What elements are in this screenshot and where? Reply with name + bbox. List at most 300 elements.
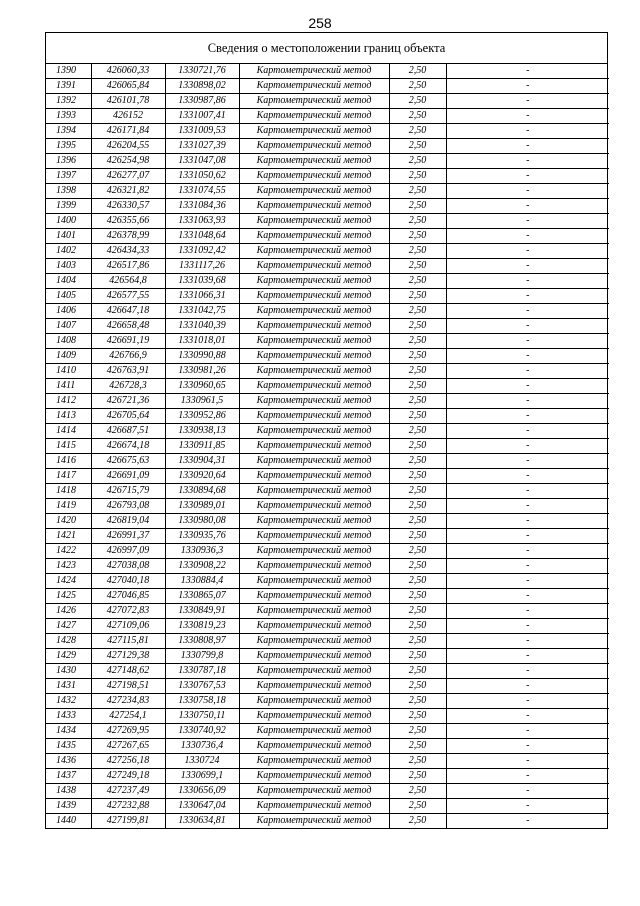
y-coordinate-cell: 1330799,8	[165, 649, 239, 664]
y-coordinate-cell: 1330961,5	[165, 394, 239, 409]
point-number-cell: 1394	[46, 124, 91, 139]
x-coordinate-cell: 426577,55	[91, 289, 165, 304]
precision-cell: 2,50	[389, 229, 446, 244]
page-number: 258	[308, 15, 332, 31]
table-row	[46, 814, 609, 829]
point-number-cell: 1427	[46, 619, 91, 634]
table-row	[46, 754, 609, 769]
precision-cell: 2,50	[389, 214, 446, 229]
method-cell: Картометрический метод	[239, 379, 389, 394]
point-number-cell: 1437	[46, 769, 91, 784]
method-cell: Картометрический метод	[239, 109, 389, 124]
method-cell: Картометрический метод	[239, 604, 389, 619]
x-coordinate-cell: 426330,57	[91, 199, 165, 214]
point-number-cell: 1391	[46, 79, 91, 94]
table-row	[46, 79, 609, 94]
y-coordinate-cell: 1331009,53	[165, 124, 239, 139]
table-row	[46, 694, 609, 709]
point-number-cell: 1421	[46, 529, 91, 544]
table-row	[46, 619, 609, 634]
point-number-cell: 1396	[46, 154, 91, 169]
y-coordinate-cell: 1330920,64	[165, 469, 239, 484]
precision-cell: 2,50	[389, 799, 446, 814]
method-cell: Картометрический метод	[239, 664, 389, 679]
table-row	[46, 664, 609, 679]
point-number-cell: 1420	[46, 514, 91, 529]
x-coordinate-cell: 427237,49	[91, 784, 165, 799]
method-cell: Картометрический метод	[239, 244, 389, 259]
point-number-cell: 1426	[46, 604, 91, 619]
x-coordinate-cell: 427256,18	[91, 754, 165, 769]
table-row	[46, 154, 609, 169]
point-number-cell: 1411	[46, 379, 91, 394]
x-coordinate-cell: 427199,81	[91, 814, 165, 829]
point-number-cell: 1403	[46, 259, 91, 274]
table-row	[46, 214, 609, 229]
table-row	[46, 184, 609, 199]
point-number-cell: 1440	[46, 814, 91, 829]
point-number-cell: 1423	[46, 559, 91, 574]
precision-cell: 2,50	[389, 754, 446, 769]
x-coordinate-cell: 426060,33	[91, 64, 165, 79]
x-coordinate-cell: 427269,95	[91, 724, 165, 739]
method-cell: Картометрический метод	[239, 619, 389, 634]
x-coordinate-cell: 426991,37	[91, 529, 165, 544]
y-coordinate-cell: 1330740,92	[165, 724, 239, 739]
precision-cell: 2,50	[389, 349, 446, 364]
point-number-cell: 1397	[46, 169, 91, 184]
table-row	[46, 514, 609, 529]
y-coordinate-cell: 1330656,09	[165, 784, 239, 799]
point-number-cell: 1430	[46, 664, 91, 679]
y-coordinate-cell: 1330865,07	[165, 589, 239, 604]
method-cell: Картометрический метод	[239, 424, 389, 439]
method-cell: Картометрический метод	[239, 754, 389, 769]
point-number-cell: 1392	[46, 94, 91, 109]
description-cell: -	[446, 394, 609, 409]
method-cell: Картометрический метод	[239, 214, 389, 229]
precision-cell: 2,50	[389, 94, 446, 109]
precision-cell: 2,50	[389, 79, 446, 94]
y-coordinate-cell: 1330808,97	[165, 634, 239, 649]
point-number-cell: 1439	[46, 799, 91, 814]
x-coordinate-cell: 426434,33	[91, 244, 165, 259]
description-cell: -	[446, 619, 609, 634]
description-cell: -	[446, 199, 609, 214]
x-coordinate-cell: 426517,86	[91, 259, 165, 274]
description-cell: -	[446, 454, 609, 469]
method-cell: Картометрический метод	[239, 484, 389, 499]
description-cell: -	[446, 409, 609, 424]
method-cell: Картометрический метод	[239, 559, 389, 574]
precision-cell: 2,50	[389, 139, 446, 154]
y-coordinate-cell: 1331066,31	[165, 289, 239, 304]
x-coordinate-cell: 426687,51	[91, 424, 165, 439]
y-coordinate-cell: 1330699,1	[165, 769, 239, 784]
precision-cell: 2,50	[389, 304, 446, 319]
precision-cell: 2,50	[389, 289, 446, 304]
table-row	[46, 109, 609, 124]
y-coordinate-cell: 1331048,64	[165, 229, 239, 244]
table-row	[46, 259, 609, 274]
point-number-cell: 1410	[46, 364, 91, 379]
point-number-cell: 1414	[46, 424, 91, 439]
y-coordinate-cell: 1330935,76	[165, 529, 239, 544]
table-row	[46, 529, 609, 544]
table-row	[46, 139, 609, 154]
precision-cell: 2,50	[389, 529, 446, 544]
description-cell: -	[446, 169, 609, 184]
x-coordinate-cell: 427198,51	[91, 679, 165, 694]
description-cell: -	[446, 334, 609, 349]
precision-cell: 2,50	[389, 439, 446, 454]
description-cell: -	[446, 469, 609, 484]
table-row	[46, 229, 609, 244]
y-coordinate-cell: 1330647,04	[165, 799, 239, 814]
precision-cell: 2,50	[389, 199, 446, 214]
description-cell: -	[446, 304, 609, 319]
point-number-cell: 1400	[46, 214, 91, 229]
description-cell: -	[446, 124, 609, 139]
x-coordinate-cell: 427129,38	[91, 649, 165, 664]
table-row	[46, 574, 609, 589]
description-cell: -	[446, 709, 609, 724]
precision-cell: 2,50	[389, 274, 446, 289]
x-coordinate-cell: 427038,08	[91, 559, 165, 574]
y-coordinate-cell: 1330724	[165, 754, 239, 769]
description-cell: -	[446, 379, 609, 394]
table-row	[46, 304, 609, 319]
method-cell: Картометрический метод	[239, 814, 389, 829]
x-coordinate-cell: 427232,88	[91, 799, 165, 814]
precision-cell: 2,50	[389, 649, 446, 664]
table-row	[46, 559, 609, 574]
description-cell: -	[446, 784, 609, 799]
x-coordinate-cell: 426997,09	[91, 544, 165, 559]
x-coordinate-cell: 426728,3	[91, 379, 165, 394]
point-number-cell: 1390	[46, 64, 91, 79]
y-coordinate-cell: 1330960,65	[165, 379, 239, 394]
x-coordinate-cell: 426658,48	[91, 319, 165, 334]
method-cell: Картометрический метод	[239, 784, 389, 799]
boundary-table-frame	[45, 32, 608, 829]
y-coordinate-cell: 1330787,18	[165, 664, 239, 679]
method-cell: Картометрический метод	[239, 739, 389, 754]
table-row	[46, 604, 609, 619]
precision-cell: 2,50	[389, 484, 446, 499]
method-cell: Картометрический метод	[239, 649, 389, 664]
table-row	[46, 169, 609, 184]
y-coordinate-cell: 1330894,68	[165, 484, 239, 499]
precision-cell: 2,50	[389, 769, 446, 784]
table-row	[46, 274, 609, 289]
description-cell: -	[446, 754, 609, 769]
point-number-cell: 1393	[46, 109, 91, 124]
point-number-cell: 1401	[46, 229, 91, 244]
precision-cell: 2,50	[389, 574, 446, 589]
table-row	[46, 724, 609, 739]
point-number-cell: 1416	[46, 454, 91, 469]
precision-cell: 2,50	[389, 589, 446, 604]
point-number-cell: 1438	[46, 784, 91, 799]
y-coordinate-cell: 1331042,75	[165, 304, 239, 319]
method-cell: Картометрический метод	[239, 409, 389, 424]
x-coordinate-cell: 426254,98	[91, 154, 165, 169]
method-cell: Картометрический метод	[239, 94, 389, 109]
y-coordinate-cell: 1331050,62	[165, 169, 239, 184]
y-coordinate-cell: 1330908,22	[165, 559, 239, 574]
point-number-cell: 1412	[46, 394, 91, 409]
method-cell: Картометрический метод	[239, 544, 389, 559]
description-cell: -	[446, 139, 609, 154]
precision-cell: 2,50	[389, 454, 446, 469]
precision-cell: 2,50	[389, 784, 446, 799]
method-cell: Картометрический метод	[239, 394, 389, 409]
method-cell: Картометрический метод	[239, 154, 389, 169]
description-cell: -	[446, 259, 609, 274]
table-row	[46, 289, 609, 304]
point-number-cell: 1409	[46, 349, 91, 364]
y-coordinate-cell: 1330884,4	[165, 574, 239, 589]
y-coordinate-cell: 1330987,86	[165, 94, 239, 109]
x-coordinate-cell: 426171,84	[91, 124, 165, 139]
point-number-cell: 1431	[46, 679, 91, 694]
y-coordinate-cell: 1330750,11	[165, 709, 239, 724]
y-coordinate-cell: 1330989,01	[165, 499, 239, 514]
precision-cell: 2,50	[389, 154, 446, 169]
precision-cell: 2,50	[389, 409, 446, 424]
y-coordinate-cell: 1330758,18	[165, 694, 239, 709]
table-row	[46, 334, 609, 349]
y-coordinate-cell: 1331063,93	[165, 214, 239, 229]
description-cell: -	[446, 214, 609, 229]
table-row	[46, 409, 609, 424]
precision-cell: 2,50	[389, 379, 446, 394]
table-row	[46, 709, 609, 724]
precision-cell: 2,50	[389, 739, 446, 754]
y-coordinate-cell: 1331117,26	[165, 259, 239, 274]
precision-cell: 2,50	[389, 364, 446, 379]
y-coordinate-cell: 1331039,68	[165, 274, 239, 289]
point-number-cell: 1435	[46, 739, 91, 754]
y-coordinate-cell: 1331092,42	[165, 244, 239, 259]
precision-cell: 2,50	[389, 634, 446, 649]
description-cell: -	[446, 499, 609, 514]
x-coordinate-cell: 427254,1	[91, 709, 165, 724]
point-number-cell: 1428	[46, 634, 91, 649]
x-coordinate-cell: 427249,18	[91, 769, 165, 784]
x-coordinate-cell: 426321,82	[91, 184, 165, 199]
table-row	[46, 349, 609, 364]
precision-cell: 2,50	[389, 559, 446, 574]
point-number-cell: 1432	[46, 694, 91, 709]
y-coordinate-cell: 1331084,36	[165, 199, 239, 214]
description-cell: -	[446, 604, 609, 619]
description-cell: -	[446, 694, 609, 709]
description-cell: -	[446, 769, 609, 784]
y-coordinate-cell: 1330767,53	[165, 679, 239, 694]
precision-cell: 2,50	[389, 664, 446, 679]
precision-cell: 2,50	[389, 514, 446, 529]
x-coordinate-cell: 426675,63	[91, 454, 165, 469]
point-number-cell: 1407	[46, 319, 91, 334]
description-cell: -	[446, 319, 609, 334]
description-cell: -	[446, 439, 609, 454]
x-coordinate-cell: 426378,99	[91, 229, 165, 244]
x-coordinate-cell: 427046,85	[91, 589, 165, 604]
y-coordinate-cell: 1330819,23	[165, 619, 239, 634]
precision-cell: 2,50	[389, 394, 446, 409]
method-cell: Картометрический метод	[239, 724, 389, 739]
y-coordinate-cell: 1330980,08	[165, 514, 239, 529]
description-cell: -	[446, 514, 609, 529]
table-row	[46, 799, 609, 814]
table-row	[46, 784, 609, 799]
x-coordinate-cell: 426763,91	[91, 364, 165, 379]
method-cell: Картометрический метод	[239, 64, 389, 79]
x-coordinate-cell: 427267,65	[91, 739, 165, 754]
method-cell: Картометрический метод	[239, 319, 389, 334]
y-coordinate-cell: 1330936,3	[165, 544, 239, 559]
y-coordinate-cell: 1330938,13	[165, 424, 239, 439]
precision-cell: 2,50	[389, 679, 446, 694]
table-row	[46, 124, 609, 139]
method-cell: Картометрический метод	[239, 499, 389, 514]
description-cell: -	[446, 94, 609, 109]
x-coordinate-cell: 427040,18	[91, 574, 165, 589]
x-coordinate-cell: 426152	[91, 109, 165, 124]
x-coordinate-cell: 426277,07	[91, 169, 165, 184]
point-number-cell: 1406	[46, 304, 91, 319]
table-row	[46, 589, 609, 604]
method-cell: Картометрический метод	[239, 124, 389, 139]
description-cell: -	[446, 244, 609, 259]
method-cell: Картометрический метод	[239, 334, 389, 349]
description-cell: -	[446, 349, 609, 364]
x-coordinate-cell: 426065,84	[91, 79, 165, 94]
precision-cell: 2,50	[389, 244, 446, 259]
method-cell: Картометрический метод	[239, 364, 389, 379]
description-cell: -	[446, 229, 609, 244]
description-cell: -	[446, 484, 609, 499]
y-coordinate-cell: 1331047,08	[165, 154, 239, 169]
table-row	[46, 94, 609, 109]
point-number-cell: 1395	[46, 139, 91, 154]
method-cell: Картометрический метод	[239, 439, 389, 454]
x-coordinate-cell: 427115,81	[91, 634, 165, 649]
x-coordinate-cell: 426204,55	[91, 139, 165, 154]
precision-cell: 2,50	[389, 424, 446, 439]
method-cell: Картометрический метод	[239, 349, 389, 364]
table-row	[46, 199, 609, 214]
point-number-cell: 1422	[46, 544, 91, 559]
y-coordinate-cell: 1330911,85	[165, 439, 239, 454]
description-cell: -	[446, 109, 609, 124]
y-coordinate-cell: 1330904,31	[165, 454, 239, 469]
table-row	[46, 739, 609, 754]
point-number-cell: 1419	[46, 499, 91, 514]
precision-cell: 2,50	[389, 109, 446, 124]
x-coordinate-cell: 426647,18	[91, 304, 165, 319]
table-row	[46, 634, 609, 649]
method-cell: Картометрический метод	[239, 469, 389, 484]
precision-cell: 2,50	[389, 334, 446, 349]
point-number-cell: 1399	[46, 199, 91, 214]
precision-cell: 2,50	[389, 259, 446, 274]
precision-cell: 2,50	[389, 124, 446, 139]
description-cell: -	[446, 364, 609, 379]
y-coordinate-cell: 1331074,55	[165, 184, 239, 199]
method-cell: Картометрический метод	[239, 514, 389, 529]
method-cell: Картометрический метод	[239, 679, 389, 694]
description-cell: -	[446, 634, 609, 649]
description-cell: -	[526, 815, 530, 827]
y-coordinate-cell: 1330952,86	[165, 409, 239, 424]
precision-cell: 2,50	[389, 169, 446, 184]
method-cell: Картометрический метод	[239, 694, 389, 709]
precision-cell: 2,50	[389, 319, 446, 334]
description-cell: -	[446, 289, 609, 304]
coordinates-table	[46, 64, 609, 828]
x-coordinate-cell: 427072,83	[91, 604, 165, 619]
method-cell: Картометрический метод	[239, 799, 389, 814]
point-number-cell: 1417	[46, 469, 91, 484]
precision-cell: 2,50	[389, 544, 446, 559]
x-coordinate-cell: 426715,79	[91, 484, 165, 499]
x-coordinate-cell: 426355,66	[91, 214, 165, 229]
y-coordinate-cell: 1330898,02	[165, 79, 239, 94]
point-number-cell: 1415	[46, 439, 91, 454]
method-cell: Картометрический метод	[239, 304, 389, 319]
description-cell: -	[446, 274, 609, 289]
x-coordinate-cell: 426721,36	[91, 394, 165, 409]
point-number-cell: 1402	[46, 244, 91, 259]
point-number-cell: 1425	[46, 589, 91, 604]
method-cell: Картометрический метод	[239, 454, 389, 469]
method-cell: Картометрический метод	[239, 229, 389, 244]
coordinates-table-body	[46, 64, 609, 828]
table-row	[46, 484, 609, 499]
y-coordinate-cell: 1330849,91	[165, 604, 239, 619]
table-row	[46, 379, 609, 394]
y-coordinate-cell: 1330634,81	[165, 814, 239, 829]
point-number-cell: 1398	[46, 184, 91, 199]
x-coordinate-cell: 426691,09	[91, 469, 165, 484]
precision-cell: 2,50	[389, 499, 446, 514]
table-row	[46, 364, 609, 379]
method-cell: Картометрический метод	[239, 184, 389, 199]
table-row	[46, 679, 609, 694]
point-number-cell: 1408	[46, 334, 91, 349]
table-row	[46, 244, 609, 259]
point-number-cell: 1434	[46, 724, 91, 739]
description-cell: -	[446, 64, 609, 79]
description-cell: -	[446, 664, 609, 679]
point-number-cell: 1404	[46, 274, 91, 289]
table-row	[46, 439, 609, 454]
precision-cell: 2,50	[389, 619, 446, 634]
x-coordinate-cell: 427148,62	[91, 664, 165, 679]
method-cell: Картометрический метод	[239, 574, 389, 589]
description-cell: -	[446, 529, 609, 544]
point-number-cell: 1405	[46, 289, 91, 304]
method-cell: Картометрический метод	[239, 79, 389, 94]
method-cell: Картометрический метод	[239, 289, 389, 304]
method-cell: Картометрический метод	[239, 709, 389, 724]
description-cell: -	[446, 154, 609, 169]
x-coordinate-cell: 426101,78	[91, 94, 165, 109]
description-cell: -	[446, 724, 609, 739]
